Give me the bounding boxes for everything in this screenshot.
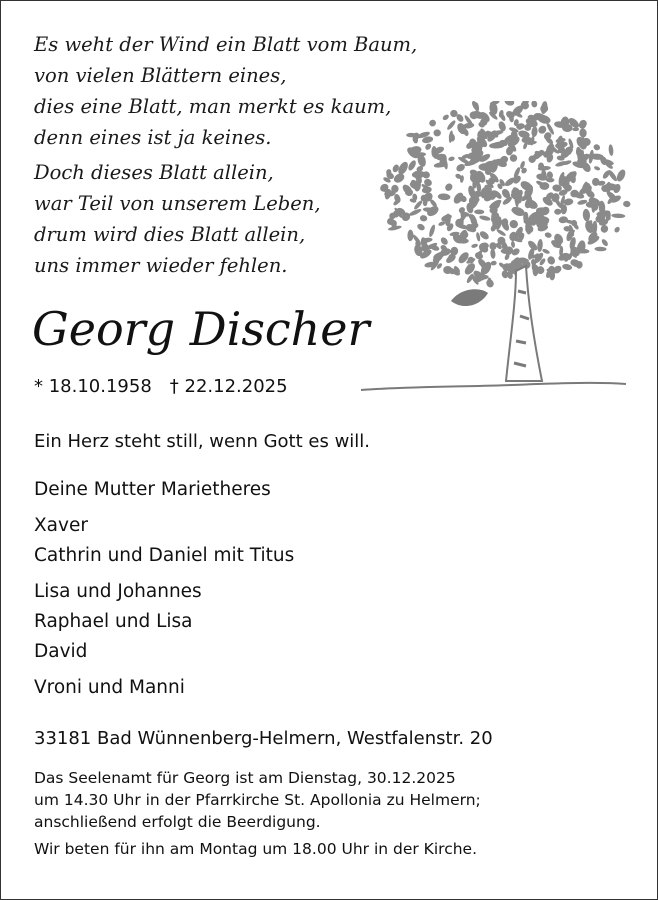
mourners-group — [34, 673, 294, 703]
mourner-name: Cathrin und Daniel mit Titus — [34, 545, 295, 566]
prayer-paragraph — [34, 838, 481, 860]
canopy-leaf — [416, 223, 426, 232]
canopy-leaf — [511, 241, 516, 248]
motto: Ein Herz steht still, wenn Gott es will. — [34, 431, 371, 452]
canopy-leaf — [572, 127, 579, 131]
canopy-leaf — [428, 119, 437, 128]
mourner-name: Xaver — [34, 515, 88, 536]
canopy-leaf — [485, 278, 495, 289]
canopy-leaf — [546, 178, 554, 183]
canopy-leaf — [608, 144, 614, 156]
canopy-leaf — [615, 168, 627, 183]
poem-line: Doch dieses Blatt allein, — [34, 161, 274, 184]
canopy-leaf — [433, 129, 441, 136]
poem-line: war Teil von unserem Leben, — [34, 192, 321, 215]
canopy-leaf — [489, 242, 496, 250]
service-paragraph — [34, 767, 481, 833]
poem-line: drum wird dies Blatt allein, — [34, 223, 306, 246]
mourner-name: Vroni und Manni — [34, 677, 185, 698]
canopy-leaf — [554, 209, 561, 215]
tree-with-falling-leaf-illustration — [356, 101, 631, 396]
canopy-leaf — [444, 182, 454, 192]
mourners-group — [34, 577, 294, 667]
canopy-leaf — [424, 142, 432, 151]
canopy-leaf — [613, 226, 620, 234]
canopy-leaf — [490, 249, 496, 259]
canopy-leaf — [611, 213, 625, 218]
mourner-name: David — [34, 641, 88, 662]
canopy-leaf — [509, 154, 517, 162]
canopy-leaf — [438, 193, 451, 200]
canopy-leaf — [579, 128, 587, 138]
canopy-leaf — [531, 101, 538, 108]
falling-leaf-icon — [451, 289, 488, 306]
mourners-group — [34, 475, 294, 505]
poem-line: dies eine Blatt, man merkt es kaum, — [34, 95, 392, 118]
canopy-leaf — [623, 201, 631, 208]
service-line: um 14.30 Uhr in der Pfarrkirche St. Apollonia zu Helmern; — [34, 791, 481, 809]
poem-line: denn eines ist ja keines. — [34, 126, 272, 149]
canopy-leaf — [428, 224, 436, 238]
canopy-leaf — [544, 232, 552, 239]
canopy-leaf — [446, 119, 457, 131]
poem-line: von vielen Blättern eines, — [34, 64, 287, 87]
canopy-leaf — [407, 159, 418, 172]
canopy-leaf — [439, 236, 449, 246]
canopy-leaf — [531, 126, 538, 137]
service-information — [34, 767, 481, 860]
canopy-leaf — [601, 238, 610, 247]
canopy-leaf — [593, 165, 600, 171]
canopy-leaf — [442, 114, 450, 122]
canopy-leaf — [508, 219, 519, 230]
canopy-leaf — [562, 263, 573, 271]
canopy-leaf — [479, 215, 491, 222]
canopy-leaf — [546, 255, 557, 266]
canopy-leaf — [490, 260, 497, 266]
birth-date: * 18.10.1958 — [34, 376, 152, 397]
ground-line — [361, 383, 626, 390]
canopy-leaf — [503, 101, 515, 107]
mourner-name: Lisa und Johannes — [34, 581, 202, 602]
canopy-leaf — [423, 200, 428, 206]
canopy-leaf — [455, 163, 466, 173]
canopy-leaf — [448, 156, 455, 162]
canopy-leaf — [540, 101, 548, 115]
service-line: Das Seelenamt für Georg ist am Dienstag, 30.12.2025 — [34, 769, 456, 787]
address: 33181 Bad Wünnenberg-Helmern, Westfalenstr. 20 — [34, 728, 493, 749]
canopy-leaf — [594, 246, 606, 251]
deceased-name: Georg Discher — [32, 302, 370, 356]
life-dates — [34, 374, 288, 400]
service-line: Wir beten für ihn am Montag um 18.00 Uhr in der Kirche. — [34, 840, 477, 858]
canopy-leaf — [407, 230, 413, 242]
tree-trunk — [506, 266, 542, 381]
canopy-leaf — [471, 243, 479, 249]
canopy-leaf — [474, 209, 484, 214]
canopy-leaf — [593, 143, 602, 151]
mourner-name: Deine Mutter Marietheres — [34, 479, 271, 500]
mourner-name: Raphael und Lisa — [34, 611, 193, 632]
mourners-list — [34, 475, 294, 709]
poem-line: uns immer wieder fehlen. — [34, 254, 288, 277]
mourners-group — [34, 511, 294, 571]
death-date: † 22.12.2025 — [169, 376, 288, 397]
canopy-leaf — [539, 127, 545, 134]
poem-line: Es weht der Wind ein Blatt vom Baum, — [34, 33, 418, 56]
canopy-leaf — [420, 215, 428, 222]
service-line: anschließend erfolgt die Beerdigung. — [34, 813, 321, 831]
canopy-leaf — [438, 220, 446, 226]
tree-canopy — [379, 101, 631, 289]
